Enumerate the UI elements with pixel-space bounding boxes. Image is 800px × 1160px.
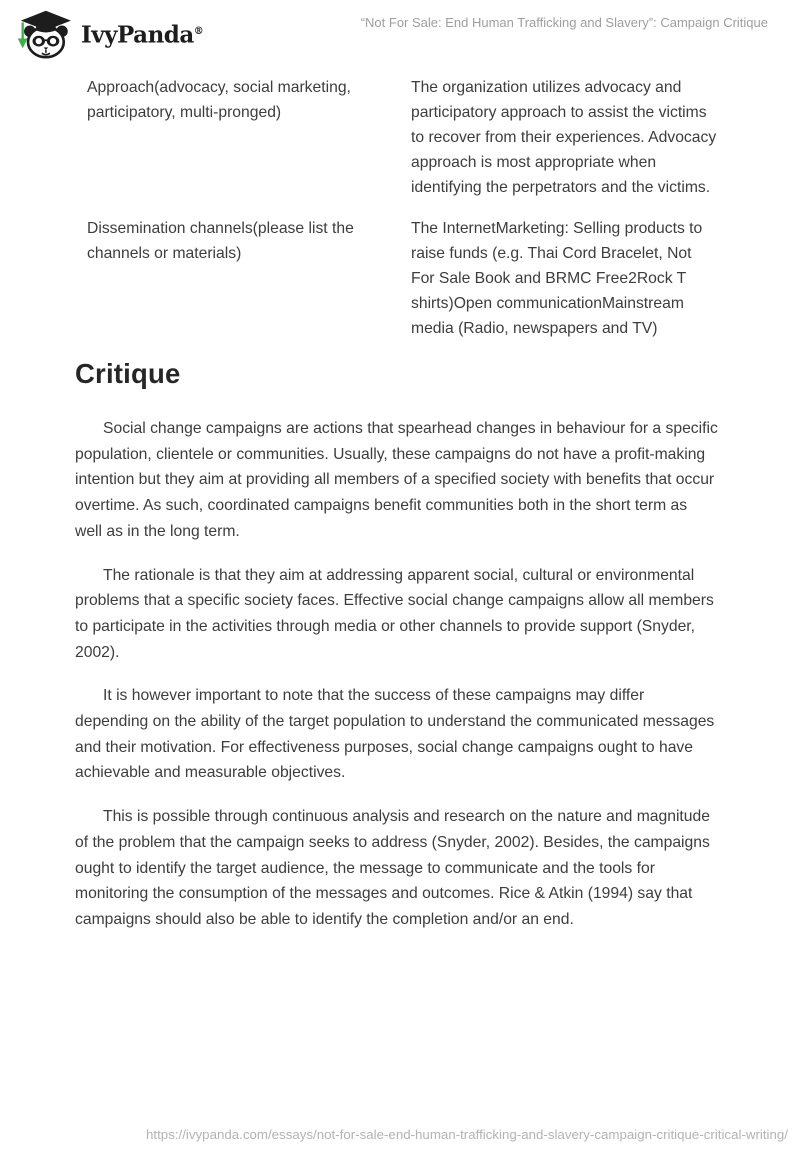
table-cell-channels-label: Dissemination channels(please list the channels or materials) (87, 220, 354, 262)
paragraph: It is however important to note that the success of these campaigns may differ depending on the ability of the target population to understand the communicated messages and their motivation. For effectiveness purposes, social change campaigns ought to have achievable and measurable objectives. (75, 687, 715, 782)
brand-name: IvyPanda (81, 21, 194, 49)
document-body (75, 75, 718, 933)
source-url: https://ivypanda.com/essays/not-for-sale-end-human-trafficking-and-slavery-campaign-critique-critical-writing/ (146, 1127, 788, 1142)
paragraph: Social change campaigns are actions that spearhead changes in behaviour for a specific population, clientele or communities. Usually, these campaigns do not have a profit-making intention but they aim at providing all members of a specified society with benefits that occur overtime. As such, coordinated campaigns benefit communities both in the short term as well as in the long term. (75, 420, 718, 540)
page-header (0, 0, 800, 62)
table-row (75, 75, 718, 200)
table-cell-approach-value: The organization utilizes advocacy and participatory approach to assist the victims to recover from their experiences. Advocacy approach is most appropriate when identifying the perpetrators and the victims. (411, 79, 717, 196)
table-cell-approach-label: Approach(advocacy, social marketing, participatory, multi-pronged) (87, 79, 351, 121)
campaign-table (75, 75, 718, 341)
paragraph: The rationale is that they aim at addressing apparent social, cultural or environmental problems that a specific society faces. Effective social change campaigns allow all members to participate in the activities through media or other channels to provide support (Snyder, 2002). (75, 566, 714, 661)
paragraph: This is possible through continuous analysis and research on the nature and magnitude of the problem that the campaign seeks to address (Snyder, 2002). Besides, the campaigns ought to identify the target audience, the message to communicate and the tools for monitoring the consumption of the messages and outcomes. Rice & Atkin (1994) say that campaigns should also be able to identify the completion and/or an end. (75, 808, 710, 928)
brand-wordmark (81, 7, 203, 61)
page-footer (134, 1127, 800, 1142)
table-row (75, 216, 718, 341)
ivypanda-logo-icon (15, 9, 75, 59)
brand (15, 7, 203, 61)
registered-mark: ® (193, 26, 204, 37)
document-title: “Not For Sale: End Human Trafficking and Slavery”: Campaign Critique (360, 15, 768, 30)
table-cell-channels-value: The InternetMarketing: Selling products to raise funds (e.g. Thai Cord Bracelet, Not For Sale Book and BRMC Free2Rock T shirts)Open communicationMainstream media (Radio, newspapers and TV) (411, 220, 703, 337)
section-heading-critique: Critique (75, 358, 181, 389)
